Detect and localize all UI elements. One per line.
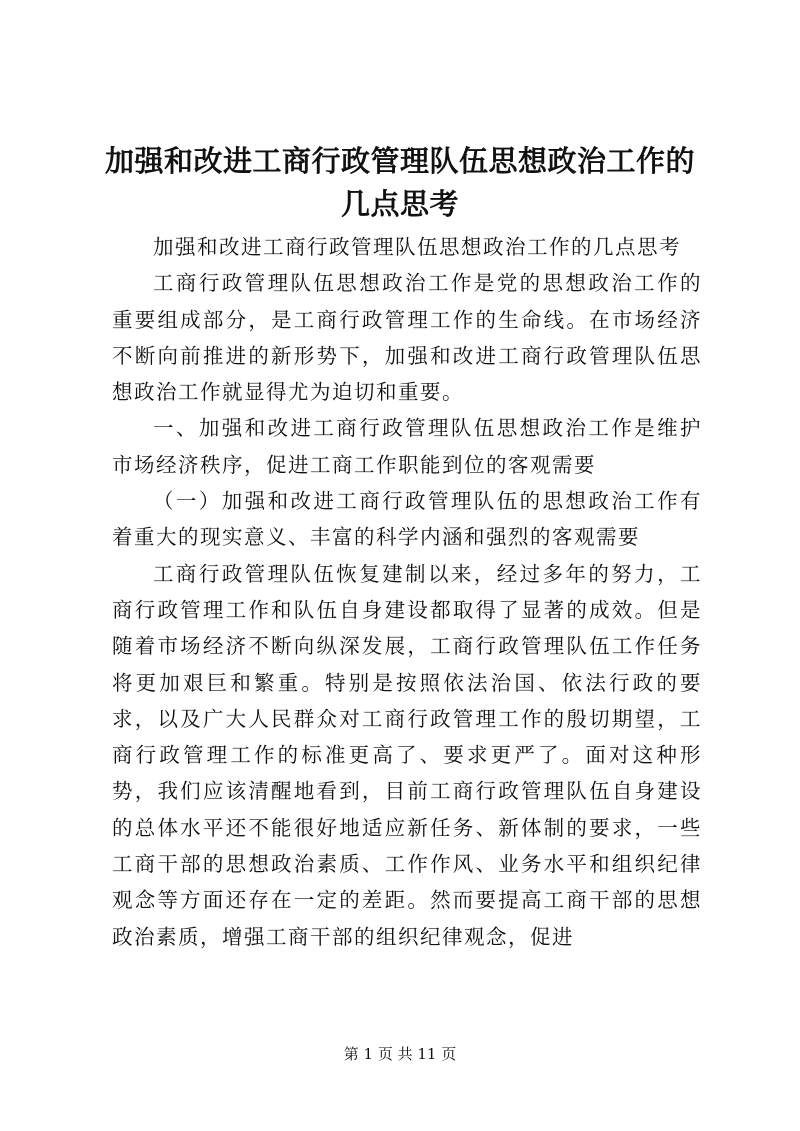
subsection-heading-1: （一）加强和改进工商行政管理队伍的思想政治工作有着重大的现实意义、丰富的科学内涵和强烈的客观需要: [112, 489, 702, 550]
subtitle-paragraph: 加强和改进工商行政管理队伍思想政治工作的几点思考: [153, 235, 681, 259]
section-heading-1: 一、加强和改进工商行政管理队伍思想政治工作是维护市场经济秩序，促进工商工作职能到位的客观需要: [112, 416, 702, 477]
title-line-2: 几点思考: [340, 187, 459, 221]
body-paragraph: 工商行政管理队伍恢复建制以来，经过多年的努力，工商行政管理工作和队伍自身建设都取得了显著的成效。但是随着市场经济不断向纵深发展，工商行政管理队伍工作任务将更加艰巨和繁重。特别是按照依法治国、依法行政的要求，以及广大人民群众对工商行政管理工作的殷切期望，工商行政管理工作的标准更高了、要求更严了。面对这种形势，我们应该清醒地看到，目前工商行政管理队伍自身建设的总体水平还不能很好地适应新任务、新体制的要求，一些工商干部的思想政治素质、工作作风、业务水平和组织纪律观念等方面还存在一定的差距。然而要提高工商干部的思想政治素质，增强工商干部的组织纪律观念，促进: [112, 561, 702, 949]
document-title: [80, 140, 720, 226]
title-line-1: 加强和改进工商行政管理队伍思想政治工作的: [104, 144, 695, 178]
page-footer: 第 1 页 共 11 页: [343, 1045, 457, 1063]
intro-paragraph: 工商行政管理队伍思想政治工作是党的思想政治工作的重要组成部分，是工商行政管理工作的生命线。在市场经济不断向前推进的新形势下，加强和改进工商行政管理队伍思想政治工作就显得尤为迫切和重要。: [112, 271, 702, 405]
document-body: [112, 229, 702, 955]
